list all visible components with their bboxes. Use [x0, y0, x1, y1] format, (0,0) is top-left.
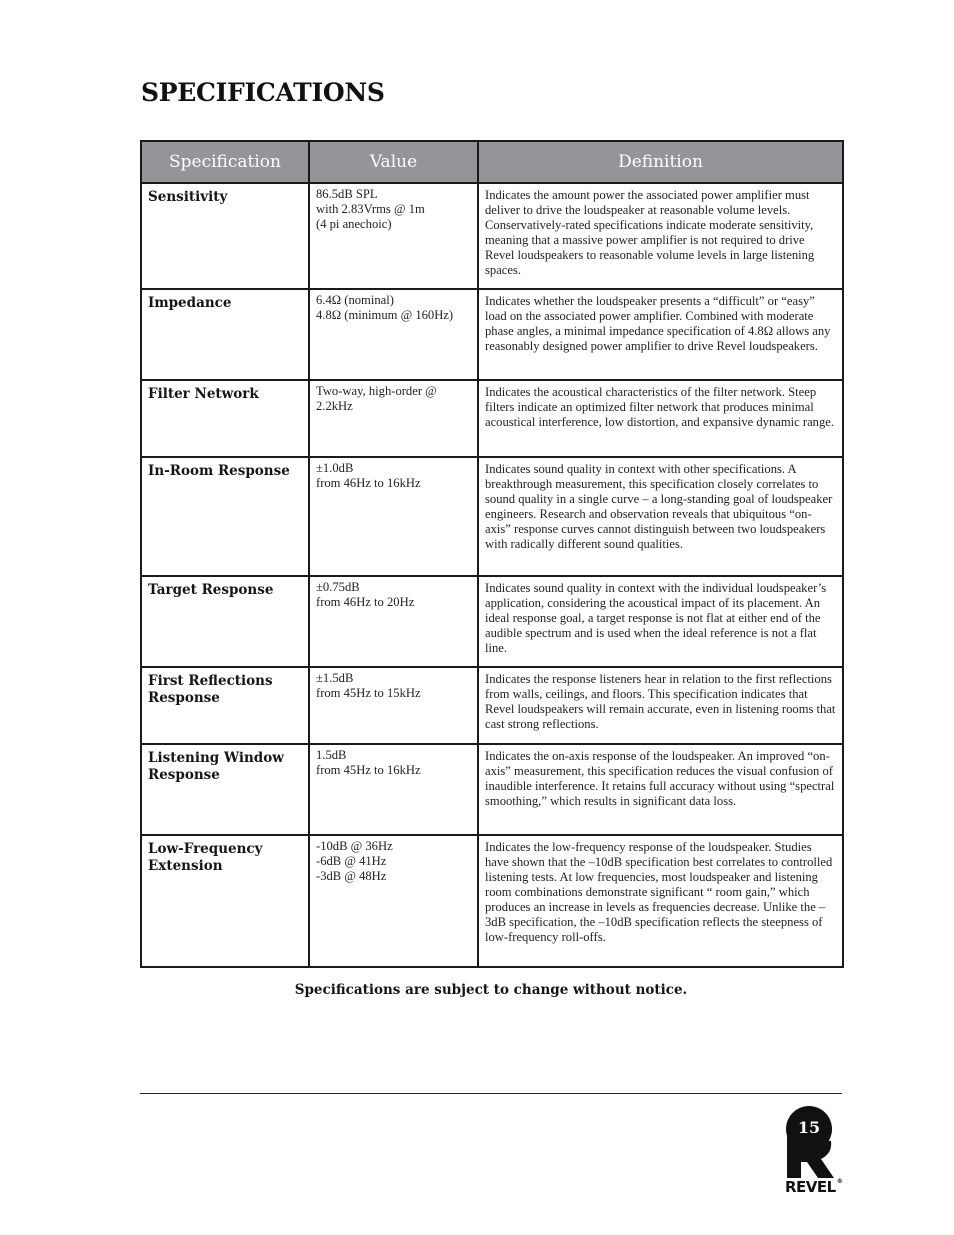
- spec-definition: Indicates the acoustical characteristics of the filter network. Steep filters indicate an optimized filter network that produces minimal acoustical interference, low distortion, and expansive dynamic range.: [478, 380, 843, 457]
- table-row-in-room-response: [141, 457, 843, 576]
- table-row-low-frequency-extension: [141, 835, 843, 967]
- spec-value: 6.4Ω (nominal) 4.8Ω (minimum @ 160Hz): [309, 289, 478, 380]
- spec-definition: Indicates the amount power the associated power amplifier must deliver to drive the loudspeaker at reasonable volume levels. Conservatively-rated specifications indicate moderate sensitivity, meaning that a massive power amplifier is not required to drive Revel loudspeakers to reasonable volume levels in large listening spaces.: [478, 183, 843, 289]
- table-row-first-reflections: [141, 667, 843, 744]
- spec-value: Two-way, high-order @ 2.2kHz: [309, 380, 478, 457]
- table-row-filter-network: [141, 380, 843, 457]
- spec-name: In-Room Response: [141, 457, 309, 576]
- spec-value: 86.5dB SPL with 2.83Vrms @ 1m (4 pi anechoic): [309, 183, 478, 289]
- table-row-impedance: [141, 289, 843, 380]
- footnote: Specifications are subject to change without notice.: [294, 982, 688, 998]
- spec-name: Target Response: [141, 576, 309, 667]
- table-row-target-response: [141, 576, 843, 667]
- spec-definition: Indicates sound quality in context with the individual loudspeaker’s application, considering the acoustical impact of its placement. An ideal response goal, a target response is not flat at either end of the audible spectrum and is used when the ideal reference is not a flat line.: [478, 576, 843, 667]
- spec-value: ±0.75dB from 46Hz to 20Hz: [309, 576, 478, 667]
- spec-definition: Indicates the low-frequency response of the loudspeaker. Studies have shown that the –10dB specification best correlates to controlled listening tests. At low frequencies, most loudspeaker and listening room combinations demonstrate significant “ room gain,” which produces an increase in levels as frequencies decrease. Unlike the –3dB specification, the –10dB specification reflects the steepness of low-frequency roll-offs.: [478, 835, 843, 967]
- spec-definition: Indicates the response listeners hear in relation to the first reflections from walls, ceilings, and floors. This specification indicates that Revel loudspeakers will remain accurate, even in listening rooms that cast strong reflections.: [478, 667, 843, 744]
- spec-name: First Reflections Response: [141, 667, 309, 744]
- spec-name: Sensitivity: [141, 183, 309, 289]
- revel-wordmark: [785, 1178, 842, 1196]
- spec-definition: Indicates the on-axis response of the loudspeaker. An improved “on-axis” measurement, this specification reduces the visual confusion of inaudible interference. It retains full accuracy without using “spectral smoothing,” which results in significant data loss.: [478, 744, 843, 835]
- spec-value: -10dB @ 36Hz -6dB @ 41Hz -3dB @ 48Hz: [309, 835, 478, 967]
- header-specification: Specification: [141, 141, 309, 183]
- header-definition: Definition: [478, 141, 843, 183]
- footer-divider: [140, 1093, 842, 1094]
- header-value: Value: [309, 141, 478, 183]
- table-row-listening-window: [141, 744, 843, 835]
- brand-name: REVEL: [785, 1178, 836, 1196]
- spec-name: Listening Window Response: [141, 744, 309, 835]
- table-row-sensitivity: [141, 183, 843, 289]
- registered-mark: ®: [836, 1178, 843, 1185]
- spec-value: ±1.5dB from 45Hz to 15kHz: [309, 667, 478, 744]
- spec-definition: Indicates sound quality in context with other specifications. A breakthrough measurement, this specification closely correlates to sound quality in a single curve – a long-standing goal of loudspeaker engineers. Research and observation reveals that ubiquitous “on-axis” response curves cannot distinguish between two loudspeakers with radically different sound qualities.: [478, 457, 843, 576]
- spec-definition: Indicates whether the loudspeaker presents a “difficult” or “easy” load on the associated power amplifier. Combined with moderate phase angles, a minimal impedance specification of 4.8Ω allows any reasonably designed power amplifier to drive Revel loudspeakers.: [478, 289, 843, 380]
- spec-name: Impedance: [141, 289, 309, 380]
- spec-name: Filter Network: [141, 380, 309, 457]
- spec-value: 1.5dB from 45Hz to 16kHz: [309, 744, 478, 835]
- spec-name: Low-Frequency Extension: [141, 835, 309, 967]
- specifications-table: [140, 140, 844, 968]
- page-title: SPECIFICATIONS: [141, 78, 385, 107]
- spec-value: ±1.0dB from 46Hz to 16kHz: [309, 457, 478, 576]
- page-number: 15: [797, 1118, 821, 1137]
- table-header-row: [141, 141, 843, 183]
